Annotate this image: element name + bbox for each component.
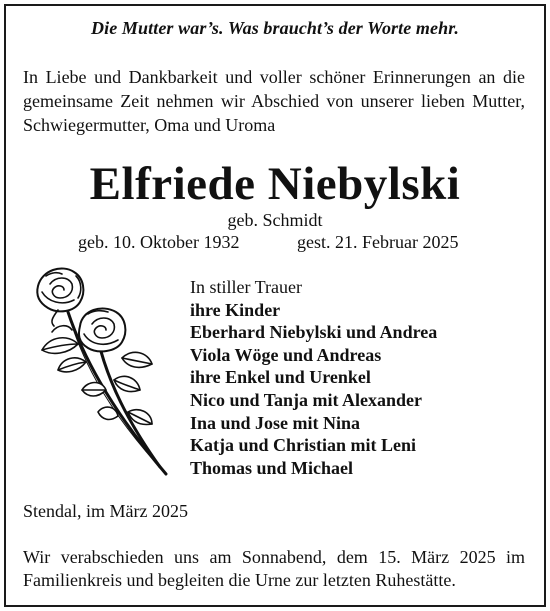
place-date: Stendal, im März 2025	[23, 501, 188, 521]
mourner-line: ihre Enkel und Urenkel	[190, 367, 371, 388]
mourners-heading: In stiller Trauer	[190, 277, 302, 297]
deceased-name: Elfriede Niebylski	[89, 158, 461, 210]
mourner-line: Viola Wöge und Andreas	[190, 344, 382, 365]
death-date: gest. 21. Februar 2025	[297, 232, 459, 252]
mourner-line: Ina und Jose mit Nina	[190, 412, 361, 433]
mourner-line: ihre Kinder	[190, 299, 281, 320]
intro-text: In Liebe und Dankbarkeit und voller schöner Erinnerungen an die gemeinsame Zeit nehmen wir Abschied von unserer lieben Mutter, Schwiegermutter, Oma und Uroma	[23, 67, 525, 135]
mourner-line: Thomas und Michael	[190, 457, 354, 478]
maiden-name: geb. Schmidt	[227, 210, 323, 230]
mourners-list	[190, 276, 437, 479]
motto: Die Mutter war’s. Was braucht’s der Worte mehr.	[91, 18, 459, 38]
mourner-line: Katja und Christian mit Leni	[190, 435, 417, 456]
funeral-notice: Wir verabschieden uns am Sonnabend, dem 15. März 2025 im Familienkreis und begleiten die Urne zur letzten Ruhestätte.	[23, 547, 525, 590]
mourner-line: Eberhard Niebylski und Andrea	[190, 322, 438, 343]
mourner-line: Nico und Tanja mit Alexander	[190, 389, 423, 410]
birth-date: geb. 10. Oktober 1932	[78, 232, 240, 252]
rose-illustration	[28, 262, 174, 480]
